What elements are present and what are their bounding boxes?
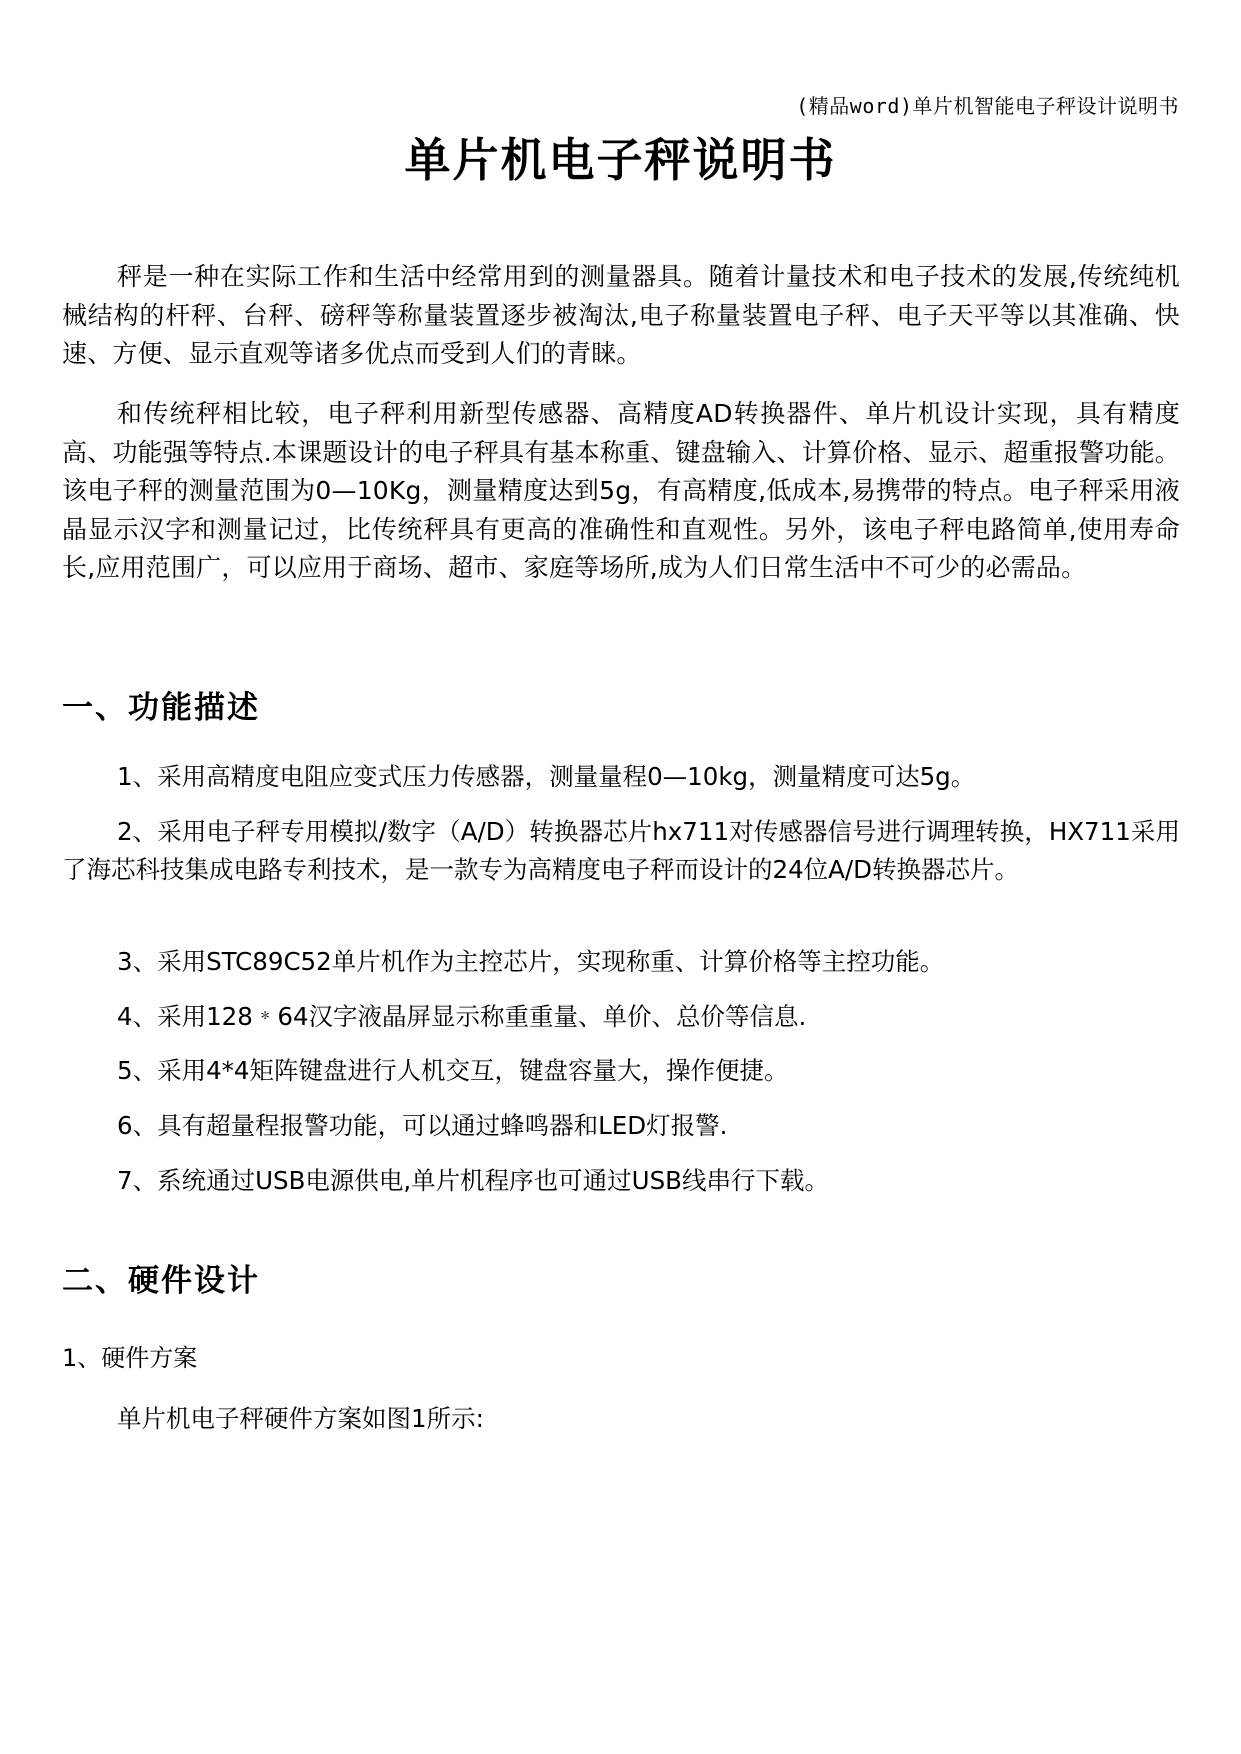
document-title: 单片机电子秤说明书: [404, 133, 837, 187]
running-header: (精品word)单片机智能电子秤设计说明书: [796, 94, 1179, 118]
subsection-heading: 1、硬件方案: [62, 1344, 198, 1372]
feature-item: 4、采用128﹡64汉字液晶屏显示称重重量、单价、总价等信息.: [117, 1002, 807, 1031]
section-heading-function: 一、功能描述: [62, 690, 260, 726]
intro-paragraph-2: 和传统秤相比较，电子秤利用新型传感器、高精度AD转换器件、单片机设计实现，具有精度高、功能强等特点.本课题设计的电子秤具有基本称重、键盘输入、计算价格、显示、超重报警功能。该电子秤的测量范围为0—10Kg，测量精度达到5g，有高精度,低成本,易携带的特点。电子秤采用液晶显示汉字和测量记过，比传统秤具有更高的准确性和直观性。另外，该电子秤电路简单,使用寿命长,应用范围广，可以应用于商场、超市、家庭等场所,成为人们日常生活中不可少的必需品。: [62, 399, 1180, 582]
feature-item: 5、采用4*4矩阵键盘进行人机交互，键盘容量大，操作便捷。: [117, 1056, 789, 1085]
intro-paragraph-1: 秤是一种在实际工作和生活中经常用到的测量器具。随着计量技术和电子技术的发展,传统纯机械结构的杆秤、台秤、磅秤等称量装置逐步被淘汰,电子称量装置电子秤、电子天平等以其准确、快速、方便、显示直观等诸多优点而受到人们的青睐。: [62, 262, 1180, 368]
feature-item: 1、采用高精度电阻应变式压力传感器，测量量程0—10kg，测量精度可达5g。: [117, 762, 976, 791]
feature-item: 7、系统通过USB电源供电,单片机程序也可通过USB线串行下载。: [117, 1166, 829, 1195]
section-heading-hardware: 二、硬件设计: [62, 1263, 260, 1299]
hardware-paragraph: 单片机电子秤硬件方案如图1所示:: [117, 1404, 484, 1433]
feature-item: 2、采用电子秤专用模拟/数字（A/D）转换器芯片hx711对传感器信号进行调理转换，HX711采用了海芯科技集成电路专利技术，是一款专为高精度电子秤而设计的24位A/D转换器芯片。: [62, 817, 1180, 884]
feature-item: 3、采用STC89C52单片机作为主控芯片，实现称重、计算价格等主控功能。: [117, 947, 945, 976]
feature-item: 6、具有超量程报警功能，可以通过蜂鸣器和LED灯报警.: [117, 1111, 728, 1140]
